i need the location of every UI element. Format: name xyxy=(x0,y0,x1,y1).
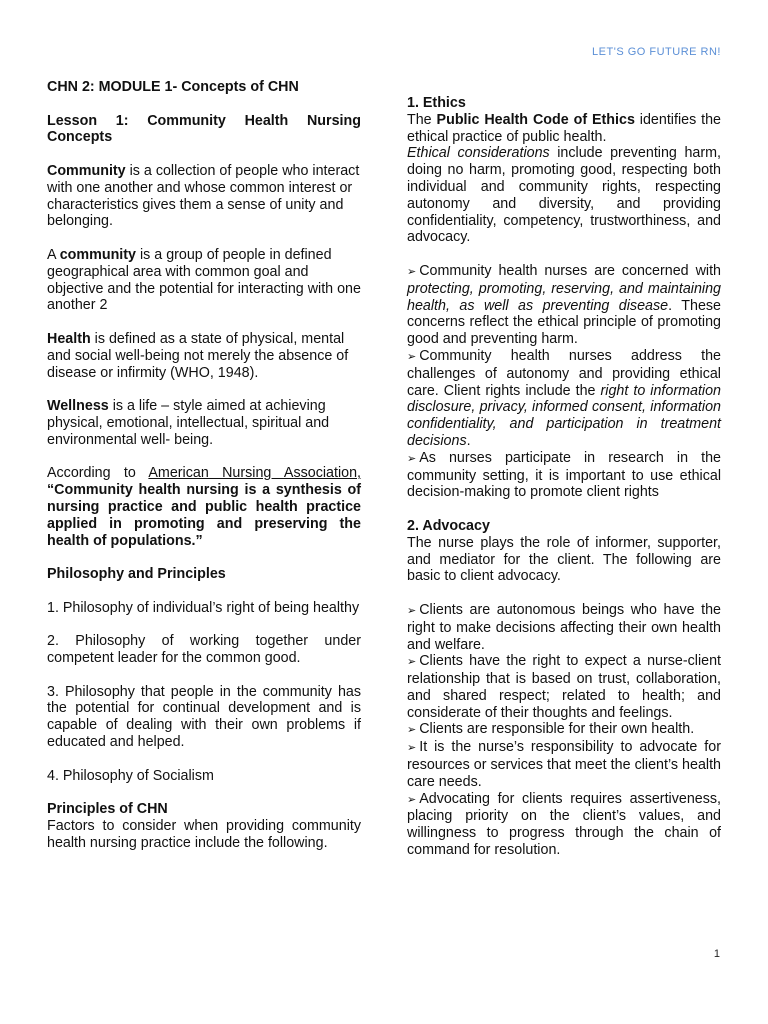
ethics-bullet: ➢ Community health nurses are concerned with protecting, promoting, reserving, and maintaining health, as well as preventing disease. These concerns reflect the ethical principle of promoting good and preventing harm. xyxy=(407,262,721,348)
ethics-heading: 1. Ethics xyxy=(407,95,466,111)
community-definition-2: A community is a group of people in defined geographical area with common goal and objective and the potential for interacting with one another 2 xyxy=(47,246,361,314)
advocacy-heading: 2. Advocacy xyxy=(407,517,490,534)
advocacy-bullet: ➢ Clients are autonomous beings who have the right to make decisions affecting their own health and welfare. xyxy=(407,601,721,653)
philosophy-item: 2. Philosophy of working together under competent leader for the common good. xyxy=(47,633,361,667)
advocacy-intro: The nurse plays the role of informer, supporter, and mediator for the client. The following are basic to client advocacy. xyxy=(407,534,721,585)
header-tagline: LET'S GO FUTURE RN! xyxy=(592,46,721,58)
ana-definition: According to American Nursing Association, “Community health nursing is a synthesis of nursing practice and public health practice applied in promoting and preserving the health of populations.” xyxy=(47,465,362,549)
lesson-title: Lesson 1: Community Health Nursing Concepts xyxy=(47,112,361,146)
arrow-bullet-icon: ➢ xyxy=(407,793,417,806)
arrow-bullet-icon: ➢ xyxy=(407,604,417,617)
arrow-bullet-icon: ➢ xyxy=(407,724,417,737)
advocacy-bullet: ➢ Clients have the right to expect a nurse-client relationship that is based on trust, collaboration, and shared respect; related to health; and considerate of their thoughts and feelings. xyxy=(407,653,721,721)
philosophy-item: 4. Philosophy of Socialism xyxy=(47,767,214,784)
philosophy-heading: Philosophy and Principles xyxy=(47,566,226,583)
ethics-considerations: Ethical considerations include preventing harm, doing no harm, promoting good, respecting both individual and community rights, respecting autonomy and diversity, and providing confidentiality, competency, trustworthiness, and advocacy. xyxy=(407,145,721,246)
advocacy-bullet: ➢ Advocating for clients requires assertiveness, placing priority on the client’s values, and willingness to progress through the chain of command for resolution. xyxy=(407,790,721,859)
ethics-intro: The Public Health Code of Ethics identifies the ethical practice of public health. xyxy=(407,111,722,145)
arrow-bullet-icon: ➢ xyxy=(407,265,417,278)
arrow-bullet-icon: ➢ xyxy=(407,350,417,363)
page-number: 1 xyxy=(713,948,720,960)
advocacy-bullet: ➢ It is the nurse’s responsibility to advocate for resources or services that meet the client’s health care needs. xyxy=(407,739,721,790)
principles-text: Factors to consider when providing community health nursing practice include the following. xyxy=(47,818,361,851)
wellness-definition: Wellness is a life – style aimed at achieving physical, emotional, intellectual, spiritual and environmental well- being. xyxy=(47,398,330,448)
ethics-bullet: ➢ Community health nurses address the challenges of autonomy and providing ethical care. Client rights include the right to information disclosure, privacy, informed consent, information confidentiality, and participation in treatment decisions. xyxy=(407,347,722,449)
advocacy-bullet: ➢ Clients are responsible for their own health. xyxy=(407,721,695,738)
principles-heading: Principles of CHN xyxy=(47,801,168,818)
health-definition: Health is defined as a state of physical, mental and social well-being not merely the absence of disease or infirmity (WHO, 1948). xyxy=(47,330,349,381)
left-column xyxy=(47,79,361,868)
right-column xyxy=(407,95,721,859)
arrow-bullet-icon: ➢ xyxy=(407,656,417,669)
arrow-bullet-icon: ➢ xyxy=(407,742,417,755)
arrow-bullet-icon: ➢ xyxy=(407,452,417,465)
ana-organization: American Nursing Association, xyxy=(148,465,362,482)
community-definition-1: Community is a collection of people who interact with one another and whose common interest or characteristics gives them a sense of unity and belonging. xyxy=(47,162,360,230)
module-title: CHN 2: MODULE 1- Concepts of CHN xyxy=(47,79,299,95)
ethics-bullet: ➢ As nurses participate in research in the community setting, it is important to use ethical decision-making to promote client rights xyxy=(407,449,721,501)
philosophy-item: 1. Philosophy of individual’s right of being healthy xyxy=(47,599,360,616)
philosophy-item: 3. Philosophy that people in the community has the potential for continual development and is capable of dealing with their own problems if educated and helped. xyxy=(47,683,361,751)
